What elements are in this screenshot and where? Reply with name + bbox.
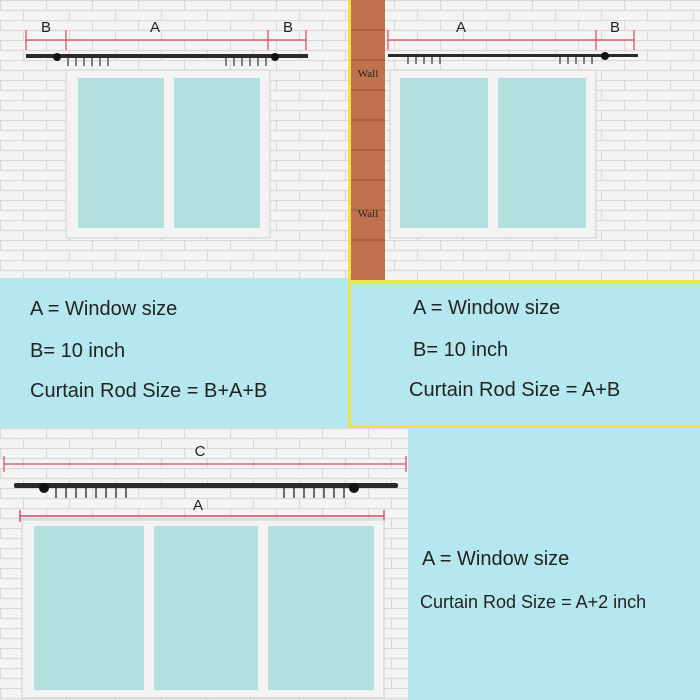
dimension-label-b-right: B: [282, 19, 294, 36]
rod-bracket-left: [39, 483, 49, 493]
text-b-value: B= 10 inch: [413, 339, 509, 361]
text-window-size: A = Window size: [30, 298, 178, 320]
dimension-label-a: A: [192, 497, 204, 514]
panel-single-extension: [348, 0, 700, 280]
dimension-label-a: A: [149, 19, 161, 36]
dimension-label-b: B: [609, 19, 621, 36]
text-rod-formula: Curtain Rod Size = A+2 inch: [420, 592, 647, 612]
panel2-drawing: [348, 0, 700, 280]
dimension-label-b-left: B: [40, 19, 52, 36]
panel-small-extension: [0, 428, 408, 700]
rod-bracket-right: [271, 53, 279, 61]
info-box-panel1: [0, 278, 348, 428]
info-box-panel2: [348, 280, 700, 428]
rod-bracket-right: [349, 483, 359, 493]
panel3-drawing: [0, 428, 408, 700]
text-rod-formula: Curtain Rod Size = B+A+B: [30, 380, 268, 402]
dimension-label-c: C: [194, 443, 206, 460]
text-rod-formula: Curtain Rod Size = A+B: [409, 379, 621, 401]
window-double: [66, 70, 270, 238]
wall-label-bottom: Wall: [357, 208, 379, 220]
window-triple: [22, 520, 384, 698]
info-box-panel3: [408, 428, 700, 700]
text-window-size: A = Window size: [422, 548, 570, 570]
dimension-label-a: A: [455, 19, 467, 36]
panel1-drawing: [0, 0, 348, 278]
rod-bracket-left: [53, 53, 61, 61]
side-wall: [351, 0, 385, 280]
divider-yellow: [348, 0, 351, 280]
window-double: [390, 70, 596, 238]
text-window-size: A = Window size: [413, 297, 561, 319]
rod-bracket-right: [601, 52, 609, 60]
panel-double-extension: [0, 0, 348, 278]
wall-label-top: Wall: [357, 68, 379, 80]
text-b-value: B= 10 inch: [30, 340, 126, 362]
